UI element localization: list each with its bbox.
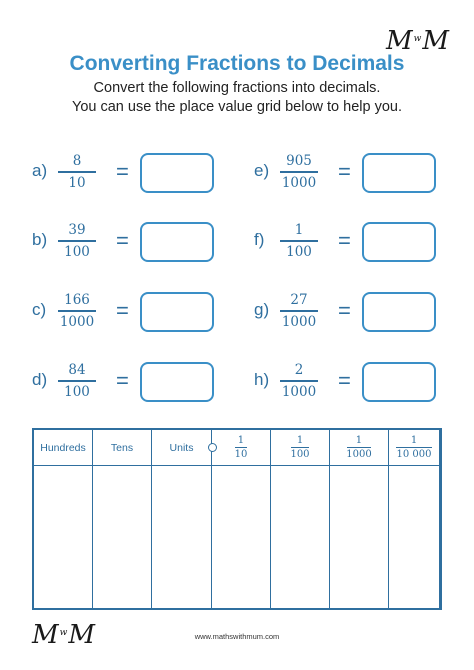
answer-box-e[interactable] (362, 153, 436, 193)
grid-header: 1 1000 (330, 430, 388, 466)
grid-column-thousandths[interactable] (330, 430, 389, 608)
decimal-point-marker (208, 443, 217, 452)
equals-sign: = (338, 368, 351, 393)
question-label: h) (254, 370, 270, 389)
question-label: a) (32, 161, 48, 180)
fraction: 166 1000 (59, 292, 95, 330)
equals-sign: = (116, 159, 129, 184)
grid-column-tenths[interactable] (212, 430, 271, 608)
grid-column-ten-thousandths[interactable] (389, 430, 440, 608)
question-label: e) (254, 161, 270, 180)
equals-sign: = (338, 228, 351, 253)
answer-box-b[interactable] (140, 222, 214, 262)
fraction: 8 10 (58, 153, 96, 192)
equals-sign: = (338, 159, 351, 184)
equals-sign: = (116, 228, 129, 253)
instruction-line-1: Convert the following fractions into decimals. (93, 80, 381, 96)
equals-sign: = (116, 298, 129, 323)
answer-box-a[interactable] (140, 153, 214, 193)
answer-box-d[interactable] (140, 362, 214, 402)
grid-header: 1 10 (212, 430, 270, 466)
fraction: 39 100 (58, 222, 96, 261)
logo-top: $M^wM$ (386, 26, 449, 56)
question-label: d) (32, 370, 48, 389)
logo-bottom: $M^wM$ (32, 620, 95, 650)
question-label: c) (32, 300, 47, 319)
grid-header: 1 10 000 (389, 430, 439, 466)
question-label: f) (254, 230, 265, 249)
answer-box-g[interactable] (362, 292, 436, 332)
grid-header: Units (152, 430, 211, 466)
answer-box-c[interactable] (140, 292, 214, 332)
grid-header: 1 100 (271, 430, 329, 466)
instruction-line-2: You can use the place value grid below to help you. (72, 99, 402, 115)
fraction: 1 100 (280, 222, 318, 261)
fraction: 2 1000 (281, 362, 317, 400)
page-title: Converting Fractions to Decimals (69, 52, 405, 75)
grid-column-hundredths[interactable] (271, 430, 330, 608)
fraction: 84 100 (58, 362, 96, 401)
place-value-grid (32, 428, 442, 610)
grid-column-tens[interactable] (93, 430, 152, 608)
grid-header: Tens (93, 430, 151, 466)
equals-sign: = (116, 368, 129, 393)
fraction: 27 1000 (281, 292, 317, 330)
answer-box-h[interactable] (362, 362, 436, 402)
grid-header: Hundreds (34, 430, 92, 466)
grid-column-hundreds[interactable] (34, 430, 93, 608)
question-label: b) (32, 230, 48, 249)
fraction: 905 1000 (281, 153, 317, 191)
equals-sign: = (338, 298, 351, 323)
grid-column-units[interactable] (152, 430, 212, 608)
answer-box-f[interactable] (362, 222, 436, 262)
question-label: g) (254, 300, 270, 319)
footer-url[interactable]: www.mathswithmum.com (194, 632, 280, 641)
